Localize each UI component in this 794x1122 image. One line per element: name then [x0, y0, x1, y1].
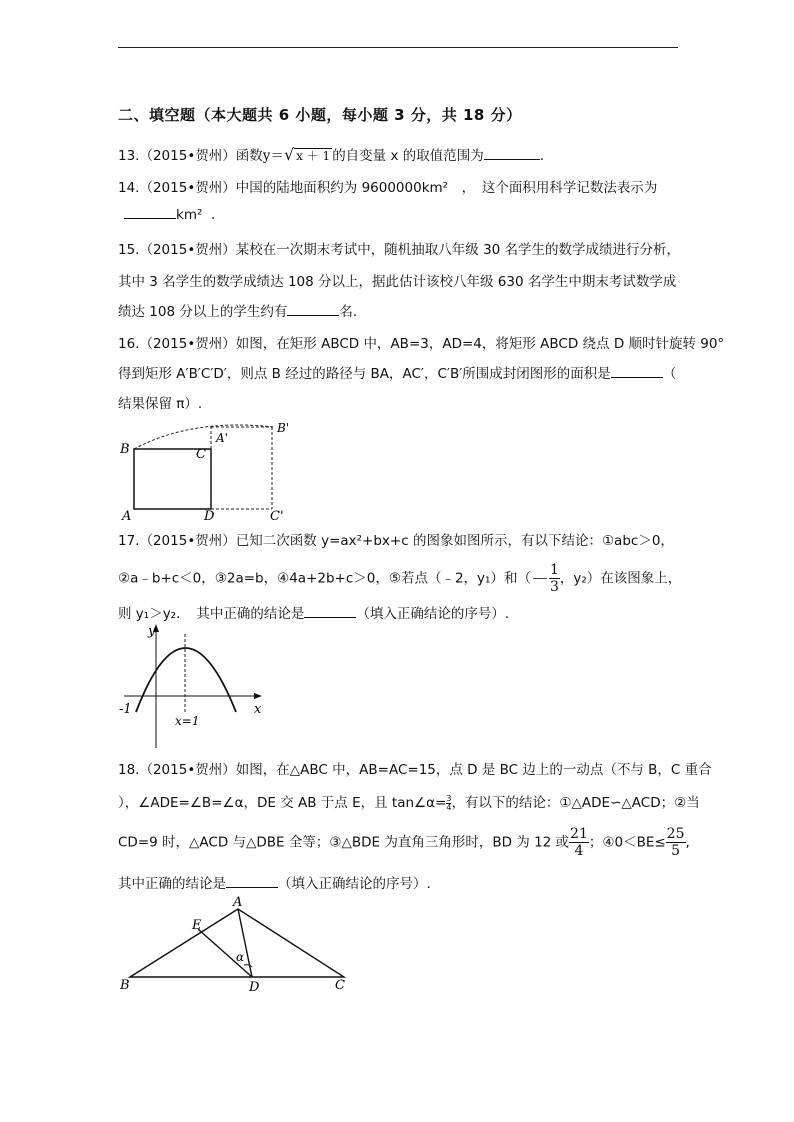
q18-f1-num: 21 [570, 826, 588, 842]
answer-blank-13[interactable] [484, 147, 540, 160]
fig17-parabola [136, 648, 236, 712]
q14-end: . [210, 207, 216, 223]
answer-blank-18[interactable] [226, 875, 278, 888]
q17-line3-post: （填入正确结论的序号）. [356, 606, 510, 622]
q18-line3-mid: ；④0＜BE≤ [588, 834, 666, 851]
answer-blank-17[interactable] [304, 605, 356, 618]
question-16-line3: 结果保留 π）. [118, 396, 203, 412]
q17-frac-sign: － [530, 569, 549, 591]
q13-sqrt: √ x ＋ 1 [283, 145, 331, 164]
question-16-line2 [118, 362, 676, 382]
figure-18 [112, 895, 357, 995]
fig17-label-neg1: -1 [119, 702, 132, 717]
q18-tan-den: 4 [446, 802, 452, 812]
q18-fraction-2 [666, 826, 686, 859]
q17-frac-den: 3 [549, 579, 559, 595]
question-14-line2 [124, 206, 215, 223]
fig18-label-A: A [233, 895, 243, 910]
question-18-line3 [118, 826, 690, 859]
q18-f2-num: 25 [666, 826, 685, 842]
fig18-label-alpha: α [236, 950, 245, 964]
q13-func: y＝ [262, 148, 284, 164]
q18-f2-den: 5 [671, 843, 681, 859]
fig17-label-x1: x=1 [175, 714, 200, 728]
q18-line4-post: （填入正确结论的序号）. [278, 876, 431, 892]
q18-f1-den: 4 [574, 843, 584, 859]
q17-line2-pre: ②a﹣b+c＜0，③2a=b，④4a+2b+c＞0，⑤若点（﹣2，y₁）和（ [118, 570, 531, 587]
fig16-label-A-prime: A' [216, 431, 228, 445]
q17-frac-num: 1 [549, 562, 559, 578]
fig17-label-x: x [254, 702, 262, 717]
q16-line2-pre: 得到矩形 A′B′C′D′，则点 B 经过的路径与 BA，AC′，C′B′所围成封闭图形的面积是 [118, 366, 611, 382]
question-15-line1: 15.（2015•贺州）某校在一次期末考试中，随机抽取八年级 30 名学生的数学成绩进行分析， [118, 242, 681, 258]
q17-fraction [549, 562, 560, 595]
q18-line3-end: , [685, 834, 690, 851]
fig16-label-A: A [122, 509, 132, 522]
question-14-line1: 14.（2015•贺州）中国的陆地面积约为 9600000km² ， 这个面积用科学记数法表示为 [118, 180, 658, 196]
q13-radicand: x ＋ 1 [296, 149, 331, 163]
answer-blank-14[interactable] [124, 206, 176, 219]
question-15-line2: 其中 3 名学生的数学成绩达 108 分以上，据此估计该校八年级 630 名学生中期末考试数学成 [118, 274, 677, 290]
question-17-line1: 17.（2015•贺州）已知二次函数 y=ax²+bx+c 的图象如图所示，有以下结论：①abc＞0， [118, 533, 674, 549]
figure-17 [112, 620, 272, 750]
q17-line2-post: ，y₂）在该图象上， [559, 570, 682, 587]
q18-line3-pre: CD=9 时，△ACD 与△DBE 全等；③△BDE 为直角三角形时，BD 为 12 或 [118, 834, 570, 851]
q13-end: . [539, 148, 545, 164]
answer-blank-15[interactable] [287, 303, 339, 316]
fig17-x-arrow [254, 693, 262, 699]
q17-line3-pre: 则 y₁＞y₂． 其中正确的结论是 [118, 606, 305, 622]
q18-fraction-1 [569, 826, 589, 859]
q18-line2-post: ，有以下的结论：①△ADE∽△ACD；②当 [451, 795, 700, 811]
section-title: 二、填空题（本大题共 6 小题，每小题 3 分，共 18 分） [118, 106, 522, 124]
fig18-label-E: E [192, 918, 202, 933]
fig16-label-C-prime: C' [270, 509, 284, 522]
q18-line4-pre: 其中正确的结论是 [118, 876, 226, 892]
question-18-line2 [118, 791, 700, 812]
fig18-label-D: D [249, 980, 260, 995]
fig16-label-B: B [120, 442, 130, 457]
fig18-label-B: B [120, 978, 130, 993]
figure-16 [112, 416, 302, 522]
fig16-label-D: D [204, 509, 215, 522]
fig16-label-C: C [196, 447, 206, 462]
fig17-label-y: y [148, 624, 156, 639]
fig18-label-C: C [335, 978, 345, 993]
fig16-label-B-prime: B' [277, 421, 290, 435]
question-13 [118, 144, 544, 164]
q16-line2-post: （ [662, 366, 677, 382]
question-16-line1: 16.（2015•贺州）如图，在矩形 ABCD 中，AB=3，AD=4，将矩形 ABCD 绕点 D 顺时针旋转 90° [118, 336, 725, 352]
fig18-triangle-abc [130, 909, 344, 977]
q18-line2-pre: ），∠ADE=∠B=∠α，DE 交 AB 于点 E，且 tan∠α= [118, 795, 447, 811]
q13-post: 的自变量 x 的取值范围为 [332, 148, 484, 164]
question-18-line1: 18.（2015•贺州）如图，在△ABC 中，AB=AC=15，点 D 是 BC 边上的一动点（不与 B，C 重合 [118, 762, 712, 778]
q13-pre: 13.（2015•贺州）函数 [118, 148, 263, 164]
question-17-line2 [118, 562, 681, 595]
question-17-line3 [118, 602, 509, 622]
question-18-line4 [118, 872, 431, 892]
fig18-angle-arc [244, 965, 252, 967]
q14-unit: km² [176, 207, 203, 223]
q15-line3-post: 名. [339, 304, 358, 320]
answer-blank-16[interactable] [611, 365, 663, 378]
fig16-arc [134, 425, 274, 449]
q15-line3-pre: 绩达 108 分以上的学生约有 [118, 304, 288, 320]
header-rule [118, 47, 678, 48]
question-15-line3 [118, 300, 357, 320]
q18-tan-num: 3 [446, 793, 452, 803]
